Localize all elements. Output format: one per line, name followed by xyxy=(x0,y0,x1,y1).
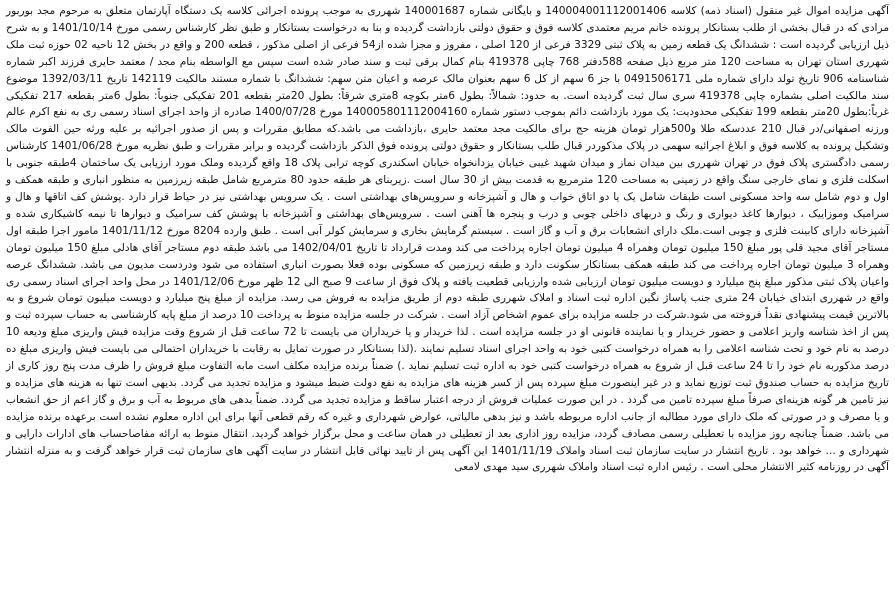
notice-body: آگهی مزایده اموال غیر منقول (اسناد ذمه) کلاسه 140004001112001406 و بایگانی شماره 140001687 شهرری به موجب پرونده اجرائی کلاسه یک دستگاه آپارتمان متعلق به مرحوم مجد بوربور مرادی که در قبال بخشی از طلب بستانکار پرونده خانم مریم معتمدی کلاسه فوق و حقوق دولتی بازداشت گردیده و بنا به درخواست بستانکار و طبق نظر کارشناس رسمی مورخ 1401/10/14 و به شرح ذیل ارزیابی گردیده است : ششدانگ یک قطعه زمین به پلاک ثبتی 3329 فرعی از 120 اصلی ، مفروز و مجزا شده از54 فرعی از اصلی مذکور ، قطعه 200 و واقع در بخش 12 ناحیه 02 حوزه ثبت ملک شهرری استان تهران به مساحت 120 متر مربع ذیل صفحه 588دفتر 768 چاپی 419378 بنام کمال برقی ثبت و سند صادر شده است سپس مع الواسطه بنام مجد / معتمد حایری فرزند اکبر شماره شناسنامه 906 تاریخ تولد دارای شماره ملی 0491506171 با جز 6 سهم از کل 6 سهم بعنوان مالک عرصه و اعیان متن سهم: ششدانگ با شماره مستند مالکیت 142119 تاریخ 1392/03/11 موضوع سند مالکیت اصلی بشماره چاپی 419378 سری سال ثبت گردیده است. به حدود: شمالاً: بطول 6متر بکوچه 8متری شرقاً: بطول 20متر بقطعه 201 تفکیکی جنوباً: بطول 6متر بقطعه 217 تفکیکی غرباً:بطول 20متر بقطعه 199 تفکیکی محدودیت: یک مورد بازداشت دائم بموجب دستور شماره 140005801112004160 مورخ 1400/07/28 صادره از واحد اجرای اسناد رسمی ری به نفع اکرم عالم ورزنه اصفهانی/در قبال 210 عددسکه طلا و500هزار تومان هزینه حج برای مالکیت مجد معتمد حایری ،بازداشت می باشد.که مطابق مقررات و پس از صدور اجرائیه بر علیه ورثه حین الفوت مالک وتشکیل پرونده به کلاسه فوق و ابلاغ اجرائیه سهمی در پلاک مذکوردر قبال طلب بستانکار و حقوق دولتی پرونده فوق الذکر بازداشت گردیده و برابر مقررات و طبق نظریه مورخ 1401/06/28 کارشناس رسمی دادگستری پلاک فوق در تهران شهرری بین میدان نماز و میدان شهید غیبی خیابان یزدانخواه خیابان اسکندری کوچه ترابی پلاک 18 واقع گردیده وملک مورد ارزیابی یک ساختمان 4طبقه جنوبی با اسکلت فلزی و نمای خارجی سنگ واقع در زمینی به مساحت 120 مترمربع به قدمت بیش از 30 سال است .زیربنای هر طبقه حدود 80 مترمربع شامل طبقه زیرزمین به منظور انباری و طبقه همکف و اول و دوم شامل سه واحد مسکونی است طبقات شامل یک یا دو اتاق خواب و هال و آشپزخانه و سرویس‌های بهداشتی است . یک سرویس بهداشتی نیز در حیاط قرار دارد .پوشش کف اتاقها و هال و سرامیک وموزاییک ، دیوارها کاغذ دیواری و رنگ و دربهای داخلی چوبی و درب و پنجره ها آهنی است . سرویس‌های بهداشتی و آشپزخانه با پوشش کف سرامیک و دیوارها تا نیمه کاشیکاری شده و آشپزخانه دارای کابینت فلزی و چوبی است.ملک دارای انشعابات برق و آب و گاز است . سیستم گرمایش بخاری و سرمایش کولر آبی است . طبق وارده 8204 مورخ 1401/11/12 مامور اجرا طبقه اول مستاجر آقای مجید قلی پور مبلغ 150 میلیون تومان وهمراه 4 میلیون تومان اجاره پرداخت می کند ومدت قرارداد تا تاریخ 1402/04/01 می باشد طبقه دوم مستاجر آقای هادلی مبلغ 150 میلیون تومان وهمراه 3 میلیون تومان اجاره پرداخت می کند طبقه همکف بستانکار سکونت دارد و طبقه زیرزمین که مسکونی بوده فعلا بصورت انباری استفاده می شود ودردست مدیون می باشد. ششدانگ عرصه واعیان پلاک ثبتی مذکور مبلغ پنج میلیارد و دویست میلیون تومان ارزیابی شده وارزیابی قطعیت یافته و پلاک فوق از ساعت 9 صبح الی 12 ظهر مورخ 1401/12/06 در محل واحد اجرای اسناد رسمی ری واقع در شهرری ابتدای خیابان 24 متری جنب پاساژ نگین اداره ثبت اسناد و املاک شهرری طبقه دوم از طریق مزایده به فروش می رسد. مزایده از مبلغ پنج میلیارد و دویست میلیون تومان شروع و به بالاترین قیمت پیشنهادی نقداً فروخته می شود.شرکت در جلسه مزایده برای عموم اشخاص آزاد است . شرکت در جلسه مزایده منوط به پرداخت 10 درصد از مبلغ پایه کارشناسی به حساب سپرده ثبت و پس از اخذ شناسه واریز اعلامی و حضور خریدار و یا نماینده قانونی او در جلسه مزایده است . لذا خریدار و یا خریداران می بایست تا 72 ساعت قبل از شروع وقت مزایده فیش واریزی مبلغ ودیعه 10 درصد به نام خود و تحت شناسه اعلامی را به همراه درخواست کتبی خود به واحد اجرای اسناد تسلیم نمایند .(لذا بستانکار در صورت تمایل به رقابت با خریداران احتمالی می بایست فیش واریزی مبلغ ده درصد مذکوربه نام خود را تا 24 ساعت قبل از شروع به همراه درخواست کتبی خود به اداره ثبت تسلیم نماید .) ضمناً برنده مزایده مکلف است مابه التفاوت مبلغ فروش را ظرف مدت پنج روز کاری از تاریخ مزایده به حساب صندوق ثبت توزیع نماید و در غیر اینصورت مبلغ سپرده پس از کسر هزینه های مزایده به نفع دولت ضبط میشود و مزایده تجدید می گردد. بدیهی است تنها به هزینه های مزایده و نیز تامین هر گونه هزینه‌ای صرفاً مبلغ سپرده تامین می گردد . در این صورت عملیات فروش از درجه اعتبار ساقط و مزایده تجدید می گردد. ضمناً بدهی های مربوط به آب و برق و گاز اعم از حق انشعاب و یا مصرف و در صورتی که ملک دارای مورد مطالبه از جانب اداره مربوطه باشد و نیز بدهی مالیاتی، عوارض شهرداری و غیره که رقم قطعی آنها برای این اداره معلوم نشده است برعهده برنده مزایده می باشد. ضمناً چنانچه روز مزایده با تعطیلی رسمی مصادف گردد، مزایده روز اداری بعد از تعطیلی در همان ساعت و محل برگزار خواهد گردید. انتقال منوط به ارائه مفاصاحساب های ادارات دارایی و شهرداری و ... خواهد بود . تاریخ انتشار در سایت سازمان ثبت اسناد واملاک 1401/11/19 این آگهی پس از تایید نهائی قابل انتشار در سایت آگهی های سازمان ثبت قرار خواهد گرفت و به منزله انتشار آگهی در روزنامه کثیر الانتشار محلی است . رئیس اداره ثبت اسناد واملاک شهرری سید مهدی لامعی xyxy=(6,5,890,474)
